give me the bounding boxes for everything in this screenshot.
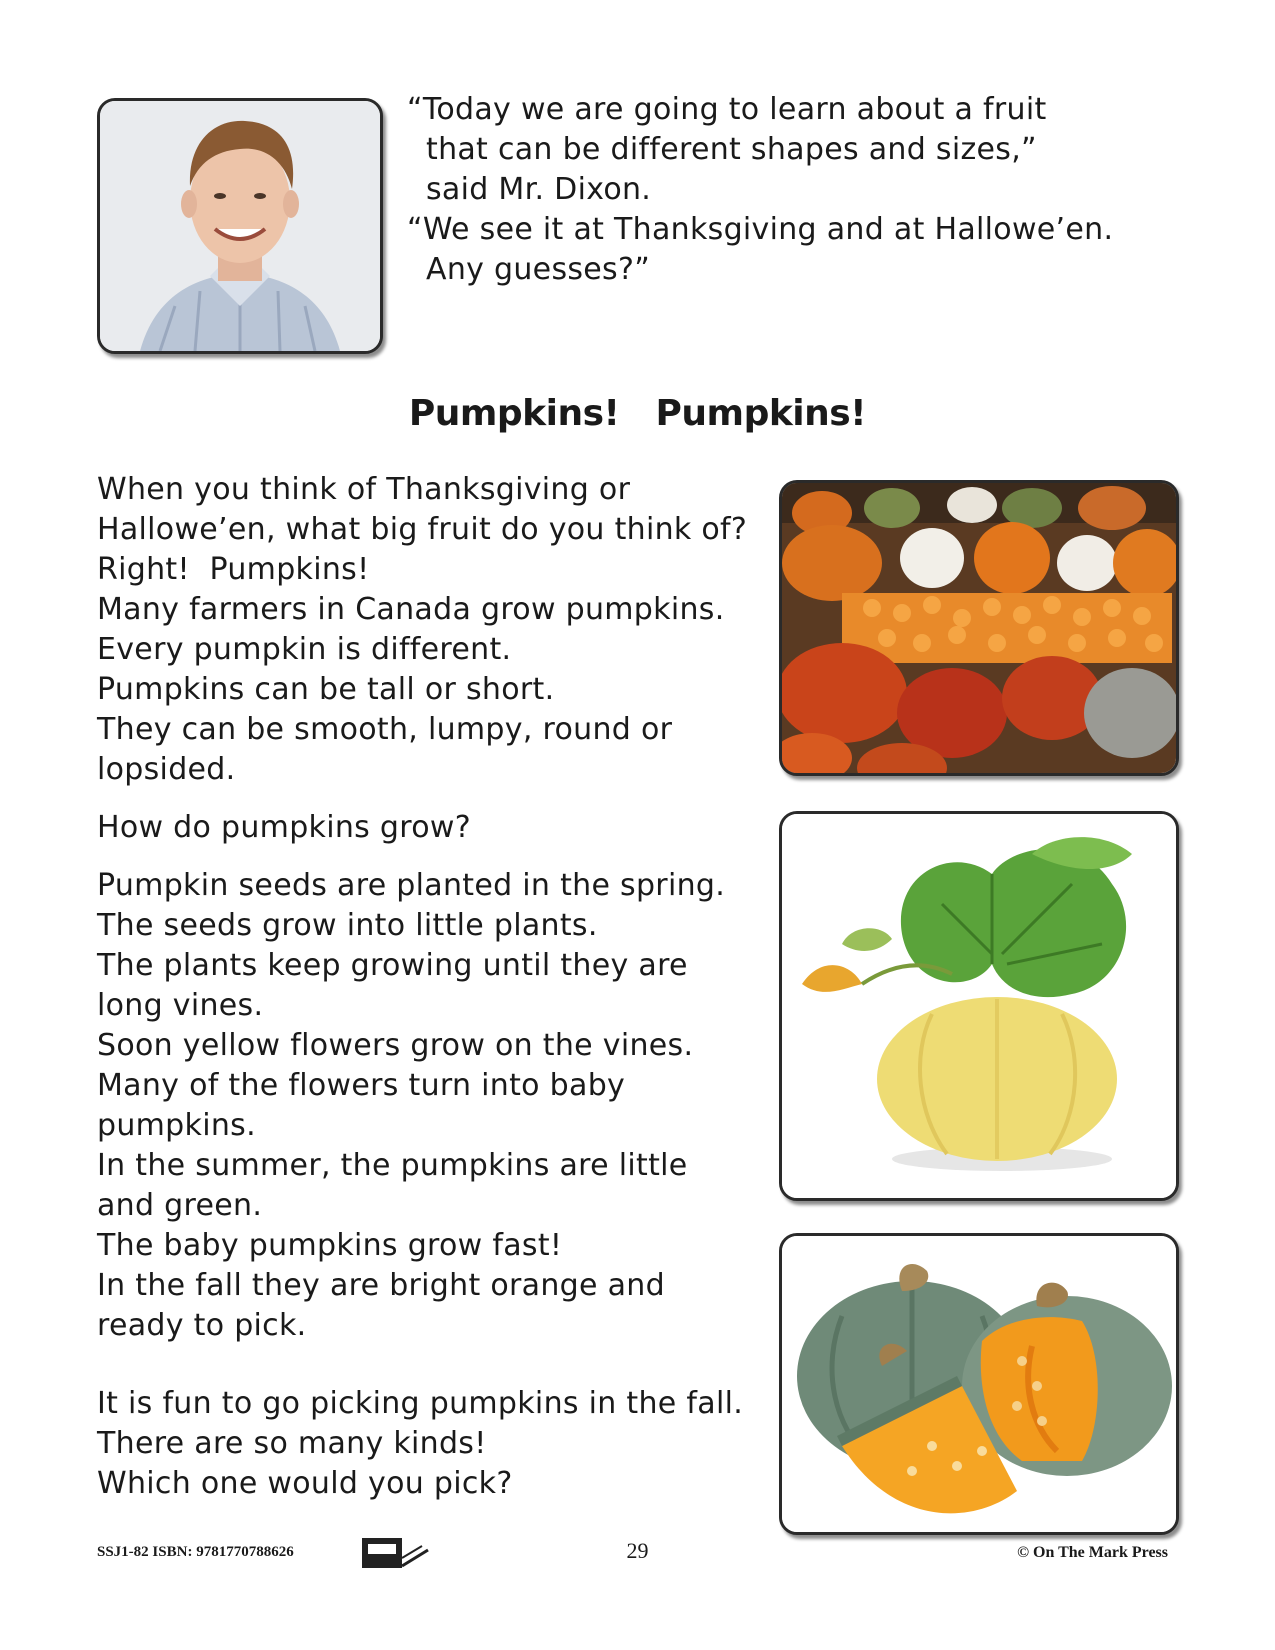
pumpkin-vine-photo: [779, 811, 1179, 1201]
text-line: ready to pick.: [97, 1308, 307, 1343]
teacher-quote: [407, 90, 1167, 290]
text-line: Every pumpkin is different.: [97, 632, 512, 667]
text-line: The baby pumpkins grow fast!: [97, 1228, 563, 1263]
text-line: In the fall they are bright orange and: [97, 1268, 665, 1303]
text-line: Which one would you pick?: [97, 1466, 513, 1501]
text-line: pumpkins.: [97, 1108, 256, 1143]
squash-cut-photo: [779, 1233, 1179, 1535]
quote-line: that can be different shapes and sizes,”: [426, 132, 1037, 167]
page-number: 29: [626, 1538, 649, 1563]
intro-paragraph: [97, 470, 767, 790]
page-footer: [0, 1536, 1275, 1576]
quote-line: “Today we are going to learn about a fruit: [407, 92, 1047, 127]
quote-line: Any guesses?”: [426, 252, 651, 287]
text-line: and green.: [97, 1188, 263, 1223]
text-line: In the summer, the pumpkins are little: [97, 1148, 688, 1183]
text-line: Many farmers in Canada grow pumpkins.: [97, 592, 725, 627]
quote-line: “We see it at Thanksgiving and at Hallowe’en.: [407, 212, 1114, 247]
text-line: They can be smooth, lumpy, round or: [97, 712, 673, 747]
question-line: How do pumpkins grow?: [97, 810, 471, 845]
quote-line: said Mr. Dixon.: [426, 172, 652, 207]
text-line: It is fun to go picking pumpkins in the fall.: [97, 1386, 744, 1421]
teacher-photo: [97, 98, 383, 354]
closing-paragraph: [97, 1384, 767, 1504]
text-line: There are so many kinds!: [97, 1426, 487, 1461]
text-line: lopsided.: [97, 752, 236, 787]
text-line: The plants keep growing until they are: [97, 948, 688, 983]
text-line: Right! Pumpkins!: [97, 552, 370, 587]
text-line: The seeds grow into little plants.: [97, 908, 598, 943]
growth-paragraph: [97, 866, 767, 1346]
text-line: Many of the flowers turn into baby: [97, 1068, 626, 1103]
book-code-isbn: SSJ1-82 ISBN: 9781770788626: [97, 1544, 294, 1560]
text-line: Hallowe’en, what big fruit do you think of?: [97, 512, 748, 547]
text-line: Soon yellow flowers grow on the vines.: [97, 1028, 694, 1063]
pumpkin-market-photo: [779, 480, 1179, 776]
text-line: When you think of Thanksgiving or: [97, 472, 631, 507]
article-body: [97, 470, 767, 1504]
copyright-notice: © On The Mark Press: [1017, 1544, 1168, 1561]
page-title: Pumpkins! Pumpkins!: [408, 393, 867, 434]
text-line: Pumpkin seeds are planted in the spring.: [97, 868, 726, 903]
text-line: long vines.: [97, 988, 264, 1023]
text-line: Pumpkins can be tall or short.: [97, 672, 555, 707]
